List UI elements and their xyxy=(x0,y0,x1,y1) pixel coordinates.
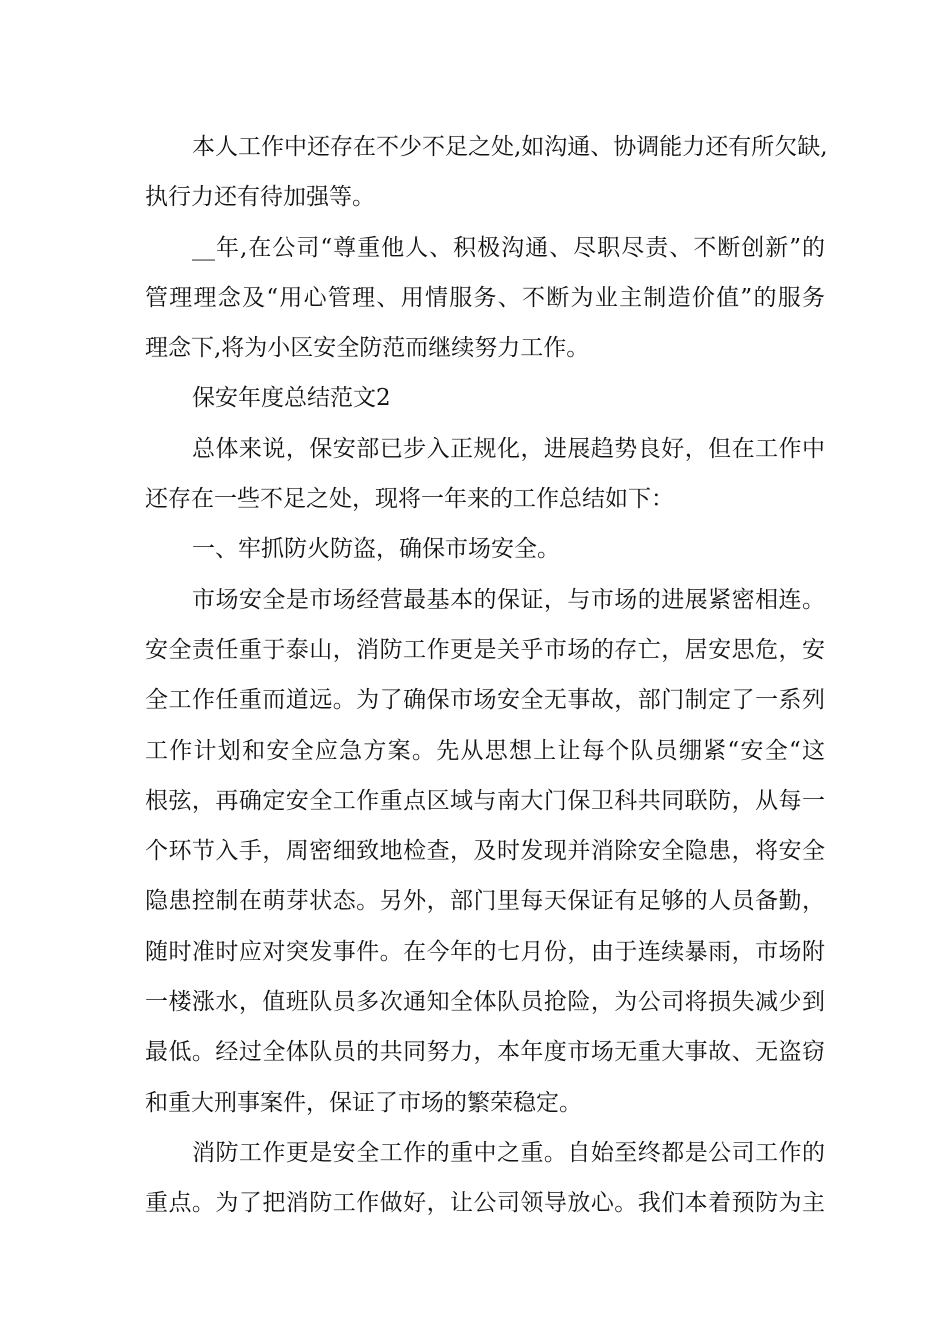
text-line: 隐患控制在萌芽状态。另外，部门里每天保证有足够的人员备勤， xyxy=(145,888,825,915)
text-line: 还存在一些不足之处，现将一年来的工作总结如下： xyxy=(145,486,674,513)
text-line: __年,在公司“尊重他人、积极沟通、尽职尽责、不断创新”的 xyxy=(192,234,825,261)
text-line: 保安年度总结范文2 xyxy=(192,385,391,412)
text-line: 市场安全是市场经营最基本的保证，与市场的进展紧密相连。 xyxy=(192,586,825,613)
text-line: 执行力还有待加强等。 xyxy=(145,184,375,211)
text-line: 最低。经过全体队员的共同努力，本年度市场无重大事故、无盗窃 xyxy=(145,1039,825,1066)
text-line: 随时准时应对突发事件。在今年的七月份，由于连续暴雨，市场附 xyxy=(145,938,825,965)
text-line: 总体来说，保安部已步入正规化，进展趋势良好，但在工作中 xyxy=(192,435,825,462)
text-line: 全工作任重而道远。为了确保市场安全无事故，部门制定了一系列 xyxy=(145,687,825,714)
text-line: 安全责任重于泰山，消防工作更是关乎市场的存亡，居安思危，安 xyxy=(145,636,825,663)
document-body xyxy=(145,122,828,1229)
text-line: 工作计划和安全应急方案。先从思想上让每个队员绷紧“安全“这 xyxy=(145,737,825,764)
text-line: 根弦，再确定安全工作重点区域与南大门保卫科共同联防，从每一 xyxy=(145,787,825,814)
text-line: 管理理念及“用心管理、用情服务、不断为业主制造价值”的服务 xyxy=(145,284,825,311)
text-line: 本人工作中还存在不少不足之处,如沟通、协调能力还有所欠缺, xyxy=(192,134,828,160)
text-line: 理念下,将为小区安全防范而继续努力工作。 xyxy=(145,335,590,362)
text-line: 和重大刑事案件，保证了市场的繁荣稳定。 xyxy=(145,1089,582,1116)
text-line: 消防工作更是安全工作的重中之重。自始至终都是公司工作的 xyxy=(192,1139,825,1166)
text-line: 一、牢抓防火防盗，确保市场安全。 xyxy=(192,536,560,563)
text-line: 重点。为了把消防工作做好，让公司领导放心。我们本着预防为主 xyxy=(145,1190,825,1217)
text-line: 个环节入手，周密细致地检查，及时发现并消除安全隐患，将安全 xyxy=(145,838,825,865)
text-line: 一楼涨水，值班队员多次通知全体队员抢险，为公司将损失减少到 xyxy=(145,989,825,1016)
